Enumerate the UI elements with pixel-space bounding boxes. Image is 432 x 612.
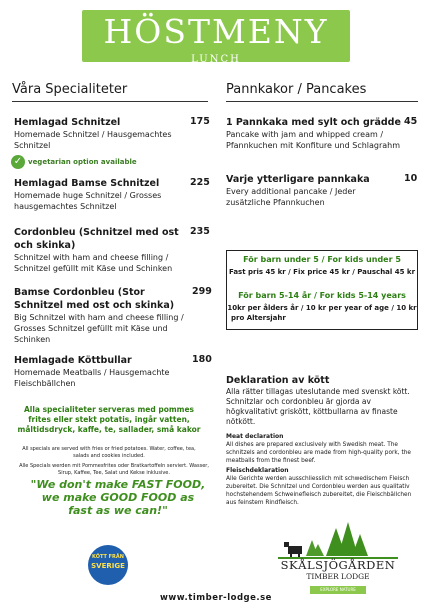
- dish-price: 175: [190, 116, 210, 127]
- kids-5-14-heading: För barn 5-14 år / For kids 5-14 years: [238, 291, 406, 300]
- declaration-title: Deklaration av kött: [226, 375, 330, 386]
- declaration-sv: Alla rätter tillagas uteslutande med svenskt kött. Schnitzlar och cordonbleu är gjorda av högkvalitativt griskött, köttbullarna av finaste nötkött.: [226, 387, 410, 426]
- dish-desc: Schnitzel with ham and cheese filling / Schnitzel gefüllt mit Käse und Schinken: [14, 253, 173, 273]
- forest-icon: [278, 520, 398, 560]
- dish-name: Hemlagad Bamse Schnitzel: [14, 178, 160, 189]
- dish-pancake: [226, 116, 401, 151]
- dish-desc: Homemade Schnitzel / Hausgemachtes Schnitzel: [14, 130, 172, 150]
- kids-under-5-heading: För barn under 5 / For kids under 5: [243, 255, 401, 264]
- dish-desc: Homemade huge Schnitzel / Grosses hausgemachtes Schnitzel: [14, 191, 162, 211]
- dish-extra-pancake: [226, 173, 401, 208]
- logo-name: SKÅLSJÖGÅRDEN: [280, 558, 396, 572]
- dish-name: Hemlagad Schnitzel: [14, 117, 121, 128]
- menu-subtitle: LUNCH: [191, 54, 241, 65]
- dish-price: 180: [192, 354, 212, 365]
- logo-subtitle: TIMBER LODGE: [306, 572, 370, 581]
- dish-desc: Pancake with jam and whipped cream / Pfannkuchen mit Konfiture und Schlagrahm: [226, 130, 401, 150]
- dish-bamse-cordonbleu: [14, 286, 194, 345]
- declaration-en: All dishes are prepared exclusively with Swedish meat. The schnitzels and cordonbleu are made from high-quality pork, the meatballs from the finest beef.: [226, 442, 411, 464]
- dish-desc: Big Schnitzel with ham and cheese filling / Grosses Schnitzel gefüllt mit Käse und Schinken: [14, 313, 184, 344]
- dish-price: 10: [404, 173, 418, 184]
- sides-note-de: Alle Specials werden mit Pommesfrites oder Bratkartoffeln serviert. Wasser, Sirup, Kaffee, Tee, Salat und Kekse inklusive.: [19, 463, 209, 476]
- vegetarian-note: [11, 155, 137, 169]
- dish-price: 45: [404, 116, 418, 127]
- declaration-en-title: Meat declaration: [226, 433, 284, 440]
- kids-under-5-price: Fast pris 45 kr / Fix price 45 kr / Pauschal 45 kr: [228, 268, 416, 276]
- dish-name: Bamse Cordonbleu (Stor Schnitzel med ost och skinka): [14, 287, 175, 311]
- badge-top-text: KÖTT FRÅN: [92, 554, 124, 560]
- sides-note-sv: Alla specialiteter serveras med pommes frites eller stekt potatis, ingår vatten, måltidsdryck, kaffe, te, sallader, små kakor: [17, 405, 201, 434]
- dish-schnitzel: [14, 116, 174, 151]
- dish-price: 235: [190, 226, 210, 237]
- dish-name: Cordonbleu (Schnitzel med ost och skinka): [14, 227, 179, 251]
- declaration-de: Alle Gerichte werden ausschliesslich mit schwedischem Fleisch zubereitet. Die Schnitzel und Cordonbleu werden aus qualitativ hochstehendem Schweinefleisch zubereitet, die Fleischbällchen aus feinstem Rindfleisch.: [226, 476, 412, 506]
- dish-name: Varje ytterligare pannkaka: [226, 174, 370, 185]
- dish-desc: Homemade Meatballs / Hausgemachte Fleischbällchen: [14, 368, 170, 388]
- dish-name: Hemlagade Köttbullar: [14, 355, 132, 366]
- dish-price: 225: [190, 177, 210, 188]
- logo-tagline: EXPLORE NATURE: [310, 586, 366, 594]
- dish-bamse-schnitzel: [14, 177, 184, 212]
- dish-cordonbleu: [14, 226, 194, 274]
- declaration-de-title: Fleischdeklaration: [226, 467, 289, 474]
- dish-desc: Every additional pancake / Jeder zusätzliche Pfannkuchen: [226, 187, 356, 207]
- specialties-heading: Våra Specialiteter: [12, 82, 128, 97]
- vegetarian-text: vegetarian option available: [28, 158, 137, 166]
- website-url: www.timber-lodge.se: [160, 593, 272, 603]
- swedish-meat-badge: [88, 545, 128, 585]
- title-banner: [82, 10, 350, 65]
- kids-5-14-price: 10kr per ålders år / 10 kr per year of age / 10 kr: [227, 304, 417, 312]
- dish-name: 1 Pannkaka med sylt och grädde: [226, 117, 401, 128]
- specialties-divider: [12, 101, 208, 102]
- menu-title: HÖSTMENY: [103, 12, 329, 51]
- kids-pricing-box: [226, 250, 418, 330]
- sides-note-en: All specials are served with fries or fried potatoes. Water, coffee, tea, salads and cookies included.: [22, 446, 196, 459]
- dish-price: 299: [192, 286, 212, 297]
- badge-main-text: SVERIGE: [91, 562, 125, 570]
- kids-5-14-price-cont: pro Altersjahr: [231, 314, 286, 322]
- lodge-logo: [278, 520, 398, 600]
- checkmark-icon: ✓: [11, 155, 25, 169]
- pancakes-heading: Pannkakor / Pancakes: [226, 82, 367, 97]
- slogan: "We don't make FAST FOOD, we make GOOD FOOD as fast as we can!": [30, 478, 206, 517]
- dish-kottbullar: [14, 354, 184, 389]
- pancakes-divider: [226, 101, 418, 102]
